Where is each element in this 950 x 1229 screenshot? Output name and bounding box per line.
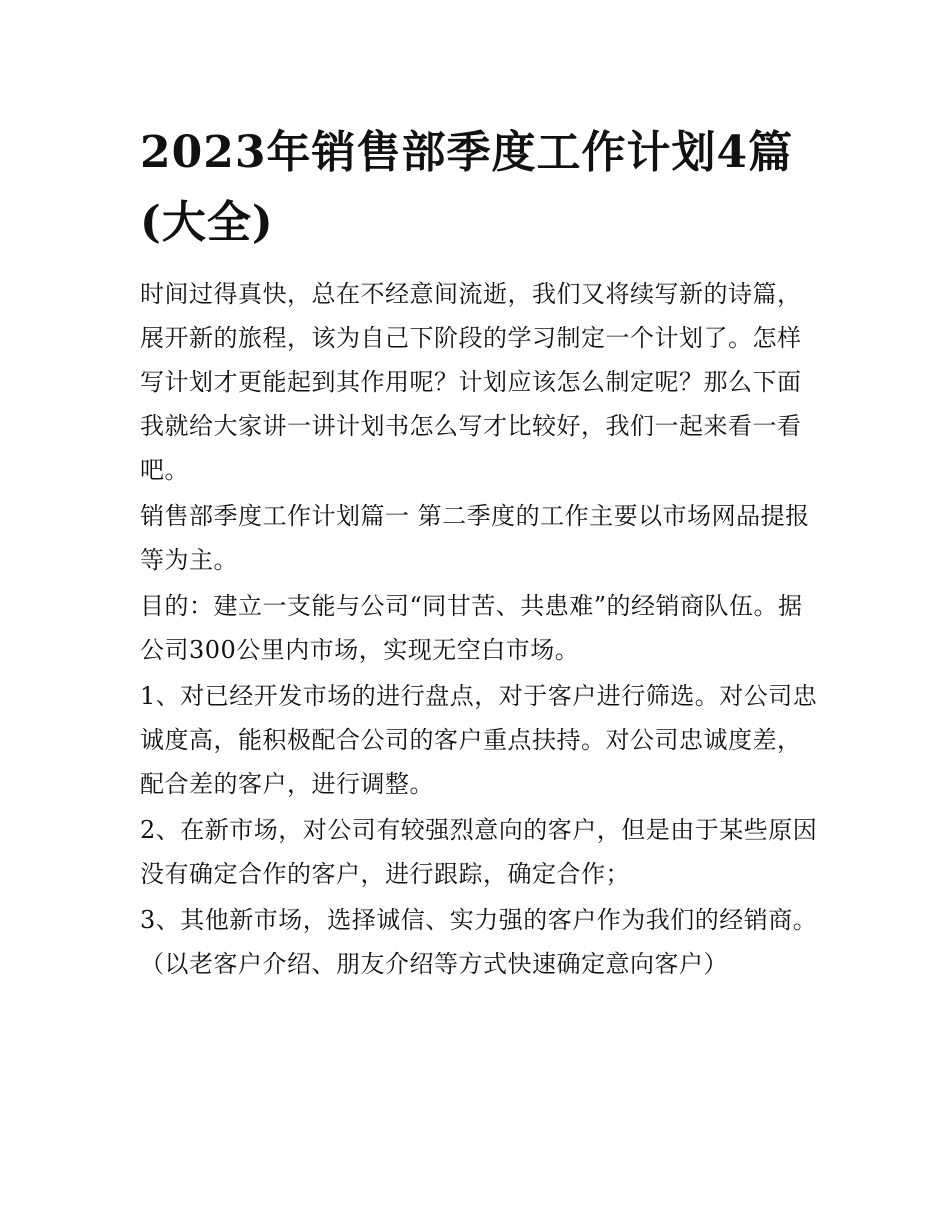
paragraph-plan-one: 销售部季度工作计划篇一 第二季度的工作主要以市场网品提报等为主。 <box>140 502 810 574</box>
document-page <box>140 118 820 988</box>
paragraph-item-3: 3、其他新市场，选择诚信、实力强的客户作为我们的经销商。（以老客户介绍、朋友介绍等方式快速确定意向客户） <box>140 906 818 978</box>
document-title: 2023年销售部季度工作计划4篇(大全) <box>140 127 794 248</box>
paragraph-purpose: 目的：建立一支能与公司“同甘苦、共患难”的经销商队伍。据公司300公里内市场，实现无空白市场。 <box>140 592 803 664</box>
paragraph-intro: 时间过得真快，总在不经意间流逝，我们又将续写新的诗篇，展开新的旅程，该为自己下阶段的学习制定一个计划了。怎样写计划才更能起到其作用呢？计划应该怎么制定呢？那么下面我就给大家讲一讲计划书怎么写才比较好，我们一起来看一看吧。 <box>140 280 802 484</box>
paragraph-item-1: 1、对已经开发市场的进行盘点，对于客户进行筛选。对公司忠诚度高，能积极配合公司的客户重点扶持。对公司忠诚度差，配合差的客户，进行调整。 <box>140 682 818 798</box>
paragraph-item-2: 2、在新市场，对公司有较强烈意向的客户，但是由于某些原因没有确定合作的客户，进行跟踪，确定合作； <box>140 816 818 888</box>
